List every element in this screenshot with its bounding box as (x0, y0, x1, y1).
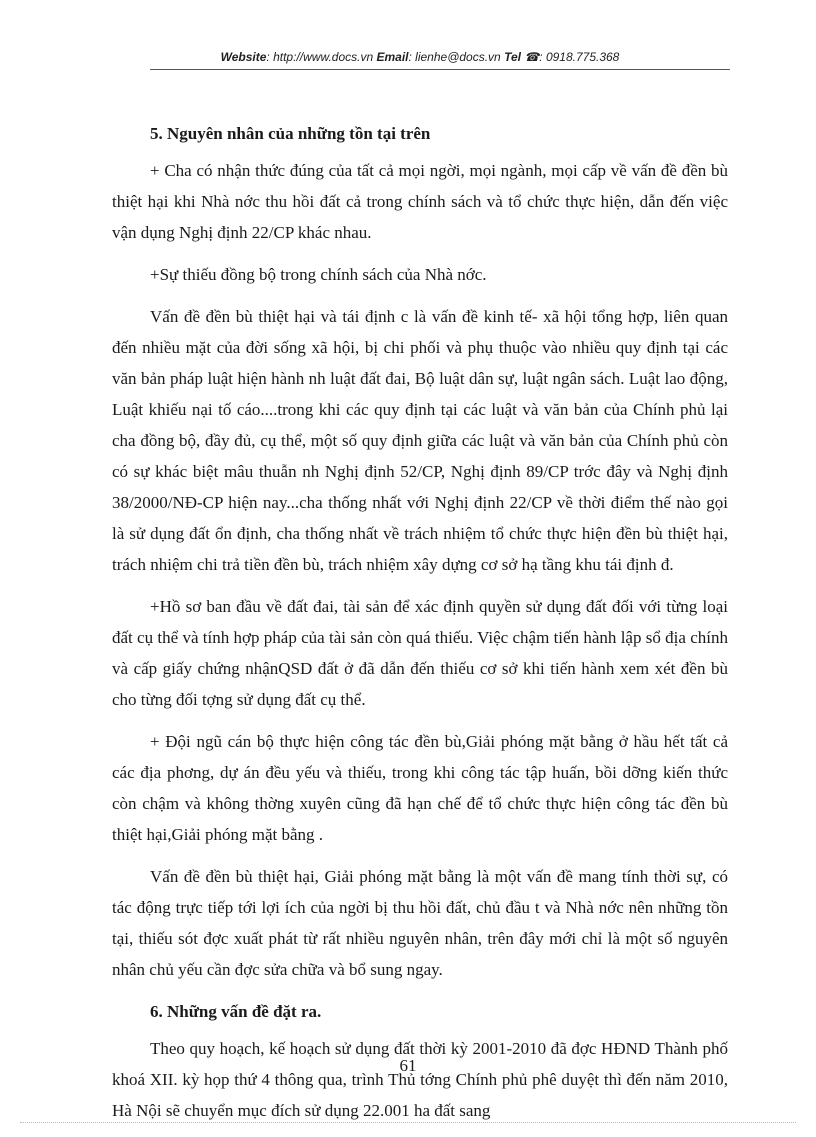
website-label: Website (220, 50, 267, 64)
page-header (150, 50, 690, 64)
phone-icon: ☎ (524, 50, 540, 64)
header-divider (150, 69, 730, 70)
document-body (112, 118, 728, 1137)
paragraph: + Đội ngũ cán bộ thực hiện công tác đền bù,Giải phóng mặt bằng ở hầu hết tất cả các địa phơng, dự án đều yếu và thiếu, trong khi công tác tập huấn, bồi dỡng kiến thức còn chậm và không thờng xuyên cũng đã hạn chế để tổ chức thực hiện công tác đền bù thiệt hại,Giải phóng mặt bằng . (112, 732, 728, 844)
website-link[interactable]: : http://www.docs.vn (266, 50, 374, 64)
email-label: Email (376, 50, 409, 64)
section-5-heading: 5. Nguyên nhân của những tồn tại trên (150, 124, 431, 143)
section-6-heading: 6. Những vấn đề đặt ra. (150, 1002, 322, 1021)
paragraph: Vấn đề đền bù thiệt hại, Giải phóng mặt bằng là một vấn đề mang tính thời sự, có tác động trực tiếp tới lợi ích của ngời bị thu hồi đất, chủ đầu t và Nhà nớc nên những tồn tại, thiếu sót đợc xuất phát từ rất nhiều nguyên nhân, trên đây mới chỉ là một số nguyên nhân chủ yếu cần đợc sửa chữa và bổ sung ngay. (112, 867, 728, 979)
tel-value: : 0918.775.368 (539, 50, 620, 64)
paragraph: +Hồ sơ ban đầu về đất đai, tài sản để xác định quyền sử dụng đất đối với từng loại đất cụ thể và tính hợp pháp của tài sản còn quá thiếu. Việc chậm tiến hành lập sổ địa chính và cấp giấy chứng nhậnQSD đất ở đã dẫn đến thiếu cơ sở khi tiến hành xem xét đền bù cho từng đối tợng sử dụng đất cụ thể. (112, 597, 728, 709)
paragraph: +Sự thiếu đồng bộ trong chính sách của Nhà nớc. (150, 265, 487, 284)
paragraph: Vấn đề đền bù thiệt hại và tái định c là vấn đề kinh tế- xã hội tổng hợp, liên quan đến nhiều mặt của đời sống xã hội, bị chi phối và phụ thuộc vào nhiều quy định tại các văn bản pháp luật hiện hành nh luật đất đai, Bộ luật dân sự, luật ngân sách. Luật lao động, Luật khiếu nại tố cáo....trong khi các quy định tại các luật và văn bản của Chính phủ lại cha đồng bộ, đầy đủ, cụ thể, một số quy định giữa các luật và văn bản của Chính phủ còn có sự khác biệt mâu thuẫn nh Nghị định 52/CP, Nghị định 89/CP trớc đây và Nghị định 38/2000/NĐ-CP hiện nay...cha thống nhất với Nghị định 22/CP về thời điểm thế nào gọi là sử dụng đất ổn định, cha thống nhất về trách nhiệm tổ chức thực hiện đền bù thiệt hại, trách nhiệm chi trả tiền đền bù, trách nhiệm xây dựng cơ sở hạ tầng khu tái định đ. (112, 307, 728, 574)
email-link[interactable]: : lienhe@docs.vn (408, 50, 501, 64)
tel-label: Tel (504, 50, 521, 64)
page-number: 61 (399, 1056, 417, 1075)
paragraph: Theo quy hoạch, kế hoạch sử dụng đất thời kỳ 2001-2010 đã đợc HĐND Thành phố khoá XII. kỳ họp thứ 4 thông qua, trình Thủ tớng Chính phủ phê duyệt thì đến năm 2010, Hà Nội sẽ chuyển mục đích sử dụng 22.001 ha đất sang (112, 1039, 728, 1120)
paragraph: + Cha có nhận thức đúng của tất cả mọi ngời, mọi ngành, mọi cấp về vấn đề đền bù thiệt hại khi Nhà nớc thu hồi đất cả trong chính sách và tổ chức thực hiện, dẫn đến việc vận dụng Nghị định 22/CP khác nhau. (112, 161, 728, 242)
